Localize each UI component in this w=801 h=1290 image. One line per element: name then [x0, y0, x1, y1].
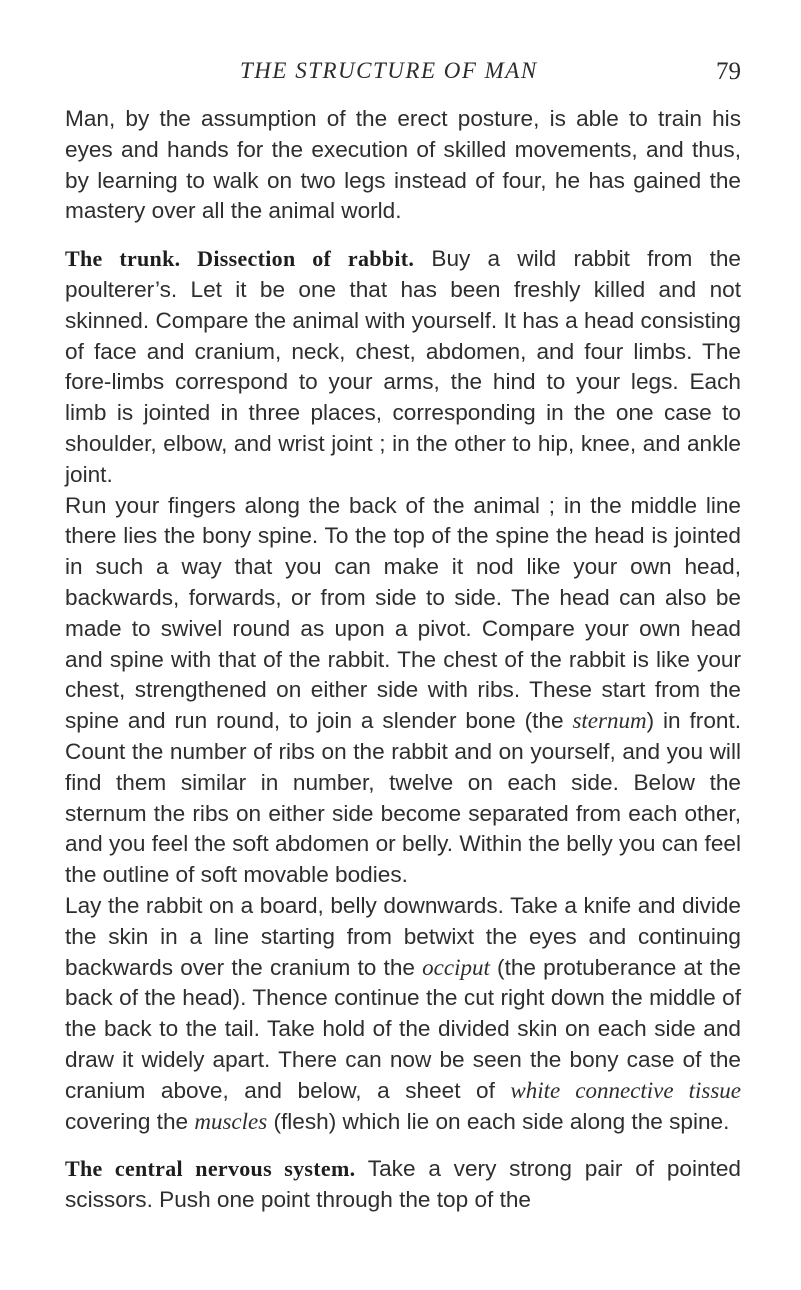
italic-term-connective-tissue: white connective tissue	[510, 1077, 741, 1103]
paragraph-text: ) in front. Count the number of ribs on the rabbit and on yourself, and you will find them similar in number, twelve on each side. Below the sternum the ribs on either side become separated from each other, and you feel the soft abdomen or belly. Within the belly you can feel the outline of soft movable bodies.	[65, 708, 742, 888]
body-text	[65, 104, 741, 1216]
running-head	[65, 58, 741, 92]
paragraph-erect-posture	[65, 104, 741, 227]
paragraph-skin-incision	[65, 891, 741, 1137]
running-title: THE STRUCTURE OF MAN	[240, 58, 538, 83]
section-heading-trunk: The trunk. Dissection of rabbit.	[65, 246, 415, 272]
paragraph-central-nervous-system	[65, 1154, 741, 1216]
page-number: 79	[716, 58, 741, 85]
italic-term-muscles: muscles	[194, 1108, 268, 1134]
paragraph-text: covering the	[65, 1108, 195, 1134]
paragraph-text: (flesh) which lie on each side along the spine.	[267, 1108, 730, 1134]
paragraph-text: Buy a wild rabbit from the poulterer’s. Let it be one that has been freshly killed and not skinned. Compare the animal with yourself. It has a head consisting of face and cranium, neck, chest, abdomen, and four limbs. The fore-limbs correspond to your arms, the hind to your legs. Each limb is jointed in three places, corresponding in the one case to shoulder, elbow, and wrist joint ; in the other to hip, knee, and ankle joint.	[65, 246, 741, 487]
paragraph-text: Take a very strong pair of pointed scissors. Push one point through the top of the	[65, 1156, 741, 1213]
italic-term-occiput: occiput	[422, 954, 490, 980]
paragraph-trunk-dissection	[65, 244, 741, 490]
paragraph-spine-and-ribs	[65, 491, 741, 891]
paragraph-text: Lay the rabbit on a board, belly downwards. Take a knife and divide the skin in a line starting from betwixt the eyes and continuing backwards over the cranium to the	[65, 892, 741, 980]
italic-term-sternum: sternum	[572, 708, 647, 734]
paragraph-text: Man, by the assumption of the erect posture, is able to train his eyes and hands for the execution of skilled movements, and thus, by learning to walk on two legs instead of four, he has gained the mastery over all the animal world.	[65, 106, 741, 224]
paragraph-text: Run your fingers along the back of the animal ; in the middle line there lies the bony spine. To the top of the spine the head is jointed in such a way that you can make it nod like your own head, backwards, forwards, or from side to side. The head can also be made to swivel round as upon a pivot. Compare your own head and spine with that of the rabbit. The chest of the rabbit is like your chest, strengthened on either side with ribs. These start from the spine and run round, to join a slender bone (the	[65, 492, 741, 734]
section-heading-nervous-system: The central nervous system.	[65, 1156, 356, 1182]
paragraph-text: (the protuberance at the back of the head). Thence continue the cut right down the middle of the back to the tail. Take hold of the divided skin on each side and draw it widely apart. There can now be seen the bony case of the cranium above, and below, a sheet of	[65, 954, 741, 1103]
